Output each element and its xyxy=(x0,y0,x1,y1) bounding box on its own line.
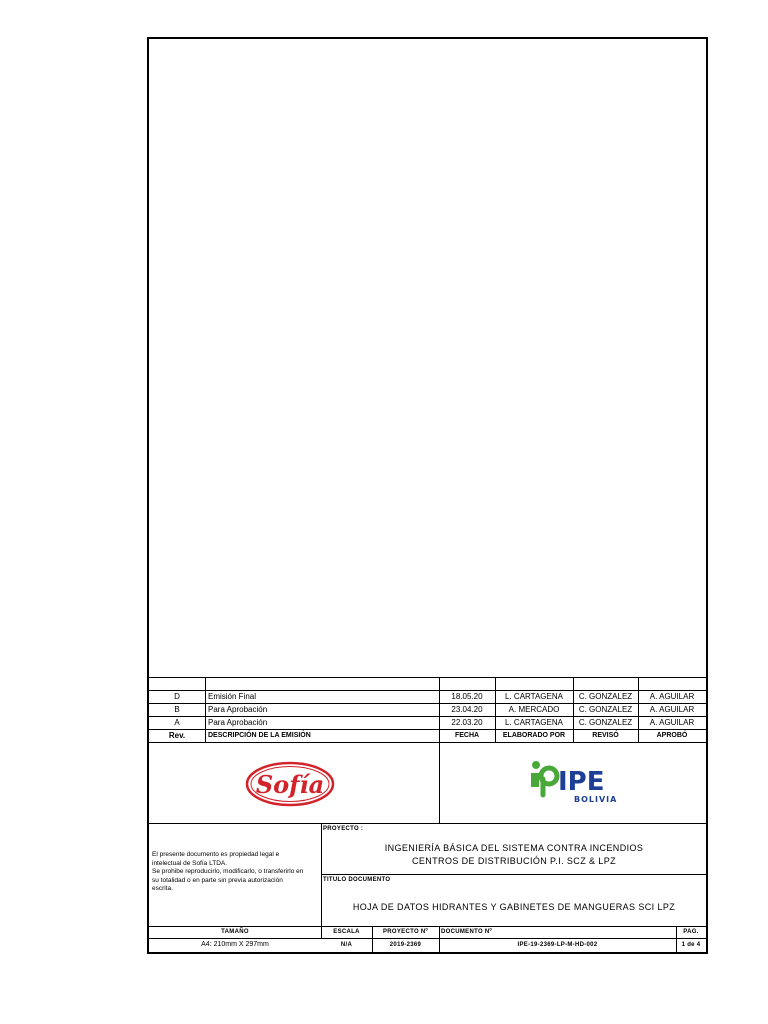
rule xyxy=(149,677,706,678)
revision-description: Para Aprobación xyxy=(208,705,268,714)
page-value: 1 de 4 xyxy=(681,942,701,948)
rev-header-reviewed: REVISÓ xyxy=(592,732,619,739)
client-logo xyxy=(245,761,335,807)
revision-reviewed-by: C. GONZALEZ xyxy=(578,692,633,701)
document-title: HOJA DE DATOS HIDRANTES Y GABINETES DE MANGUERAS SCI LPZ xyxy=(352,902,676,912)
rev-header-description: DESCRIPCIÓN DE LA EMISIÓN xyxy=(208,732,311,739)
disclaimer-line: escrita. xyxy=(152,885,173,892)
disclaimer-line: Se prohibe reproducirlo, modificarlo, o transferirlo en xyxy=(152,868,304,875)
revision-date: 23.04.20 xyxy=(451,705,483,714)
revision-approved-by: A. AGUILAR xyxy=(649,705,695,714)
project-label: PROYECTO : xyxy=(323,826,364,832)
project-no-label: PROYECTO Nº xyxy=(382,929,429,935)
revision-description: Para Aprobación xyxy=(208,718,268,727)
disclaimer-line: El presente documento es propiedad legal e xyxy=(152,851,280,858)
revision-reviewed-by: C. GONZALEZ xyxy=(578,718,633,727)
revision-date: 22.03.20 xyxy=(451,718,483,727)
scale-value: N/A xyxy=(340,942,353,948)
rule xyxy=(321,823,322,938)
project-no-value: 2019-2369 xyxy=(389,942,422,948)
revision-approved-by: A. AGUILAR xyxy=(649,718,695,727)
size-value: A4: 210mm X 297mm xyxy=(201,941,269,948)
rule xyxy=(149,823,706,824)
revision-date: 18.05.20 xyxy=(451,692,483,701)
size-label: TAMAÑO xyxy=(221,929,249,935)
drawing-sheet xyxy=(147,37,708,954)
rev-header-rev: Rev. xyxy=(168,731,186,740)
revision-rev: D xyxy=(174,692,180,701)
revision-approved-by: A. AGUILAR xyxy=(649,692,695,701)
disclaimer-line: su totalidad o en parte sin previa autorización xyxy=(152,876,283,884)
revision-rev: B xyxy=(174,705,180,714)
revision-rev: A xyxy=(174,718,180,727)
project-line-1: INGENIERÍA BÁSICA DEL SISTEMA CONTRA INCENDIOS xyxy=(384,843,644,853)
revision-reviewed-by: C. GONZALEZ xyxy=(578,705,633,714)
document-title-label: TITULO DOCUMENTO xyxy=(323,877,391,883)
revision-prepared-by: L. CARTAGENA xyxy=(505,718,563,727)
rev-header-date: FECHA xyxy=(454,732,480,739)
contractor-logo xyxy=(526,757,622,805)
document-no-label: DOCUMENTO Nº xyxy=(441,929,493,935)
page-label: PAG. xyxy=(683,929,699,935)
revision-prepared-by: A. MERCADO xyxy=(508,705,560,714)
contractor-logo-text: IPE xyxy=(558,767,605,797)
rule xyxy=(149,742,706,743)
rev-header-prepared: ELABORADO POR xyxy=(502,732,566,739)
revision-prepared-by: L. CARTAGENA xyxy=(505,692,563,701)
contractor-logo-subtext: BOLIVIA xyxy=(574,795,618,804)
legal-disclaimer xyxy=(152,851,320,894)
project-line-2: CENTROS DE DISTRIBUCIÓN P.I. SCZ & LPZ xyxy=(411,856,617,866)
contractor-logo-dot xyxy=(532,761,540,769)
client-logo-text: Sofía xyxy=(255,770,325,799)
revision-description: Emisión Final xyxy=(208,692,257,701)
scale-label: ESCALA xyxy=(333,929,360,935)
rev-header-approved: APROBÓ xyxy=(656,732,688,739)
document-no-value: IPE-19-2369-LP-M-HD-002 xyxy=(517,942,598,948)
disclaimer-line: intelectual de Sofía LTDA. xyxy=(152,859,228,867)
rule xyxy=(205,677,206,742)
